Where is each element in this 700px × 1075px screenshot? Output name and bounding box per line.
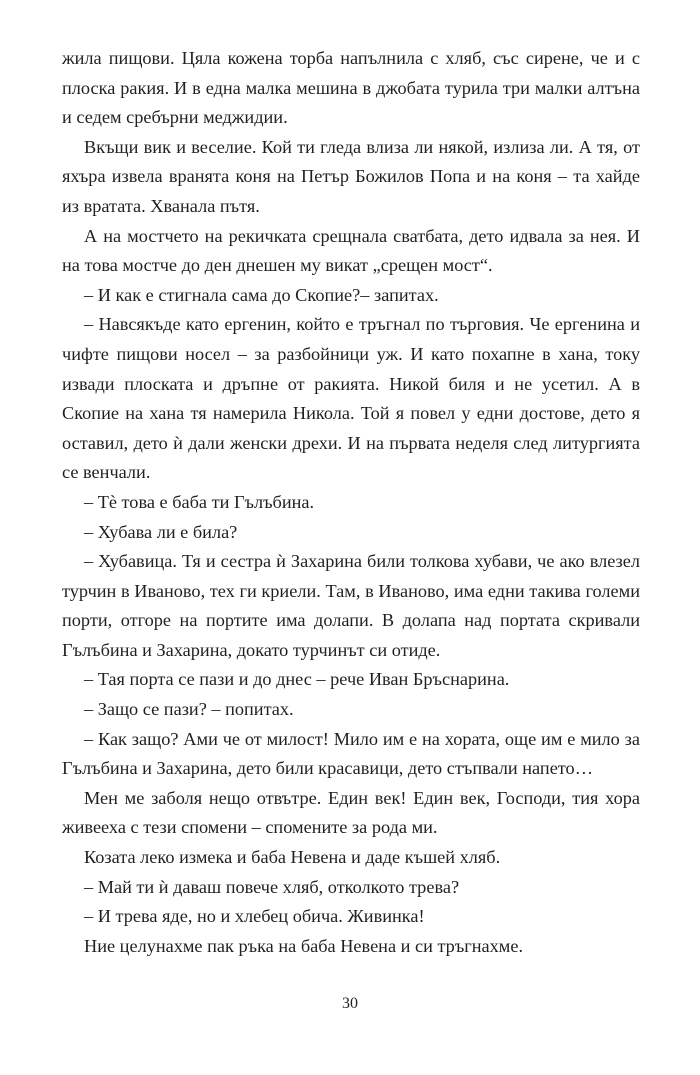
paragraph: Ние целунахме пак ръка на баба Невена и си тръгнахме. [84, 935, 524, 956]
dialogue-line: – Май ти ѝ даваш повече хляб, отколкото трева? [84, 876, 460, 897]
paragraph: Козата леко измека и баба Невена и даде къшей хляб. [84, 847, 501, 868]
paragraph: Мен ме заболя нещо отвътре. Един век! Един век, Господи, тия хора живееха с тези спомени – спомените за рода ми. [62, 787, 640, 838]
dialogue-line: – Тѐ това е баба ти Гълъбина. [84, 491, 315, 512]
page-number: 30 [342, 995, 358, 1012]
dialogue-line: – Хубава ли е била? [84, 521, 238, 542]
paragraph: жила пищови. Цяла кожена торба напълнила с хляб, със сирене, че и с плоска ракия. И в една малка мешина в джобата турила три малки алтъна и седем сребърни меджидии. [62, 48, 640, 128]
dialogue-line: – Навсякъде като ергенин, който е тръгнал по търговия. Че ергенина и чифте пищови носел – за разбойници уж. И като похапне в хана, току извади плоската и дръпне от ракията. Никой биля и не усетил. А в Скопие на хана тя намерила Никола. Той я повел у едни достове, дето я оставил, дето ѝ дали женски дрехи. И на първата неделя след литургията се венчали. [62, 314, 640, 483]
dialogue-line: – Как защо? Ами че от милост! Мило им е на хората, още им е мило за Гълъбина и Захарина, дето били красавици, дето стъпвали напето… [62, 728, 640, 779]
paragraph: Вкъщи вик и веселие. Кой ти гледа влиза ли някой, излиза ли. А тя, от яхъра извела вранята коня на Петър Божилов Попа и на коня – та хайде из вратата. Хванала пътя. [62, 136, 640, 216]
dialogue-line: – И как е стигнала сама до Скопие?– запитах. [84, 284, 439, 305]
page-body [62, 44, 640, 961]
dialogue-line: – Хубавица. Тя и сестра ѝ Захарина били толкова хубави, че ако влезел турчин в Иваново, тех ги криели. Там, в Иваново, има едни такива големи порти, отгоре на портите има долапи. В долапа над портата скривали Гълъбина и Захарина, докато турчинът си отиде. [62, 551, 640, 660]
paragraph: А на мостчето на рекичката срещнала сватбата, дето идвала за нея. И на това мостче до ден днешен му викат „срещен мост“. [62, 225, 640, 276]
dialogue-line: – Защо се пази? – попитах. [84, 699, 294, 720]
dialogue-line: – Тая порта се пази и до днес – рече Иван Бръснарина. [84, 669, 510, 690]
dialogue-line: – И трева яде, но и хлебец обича. Живинка! [84, 906, 425, 927]
